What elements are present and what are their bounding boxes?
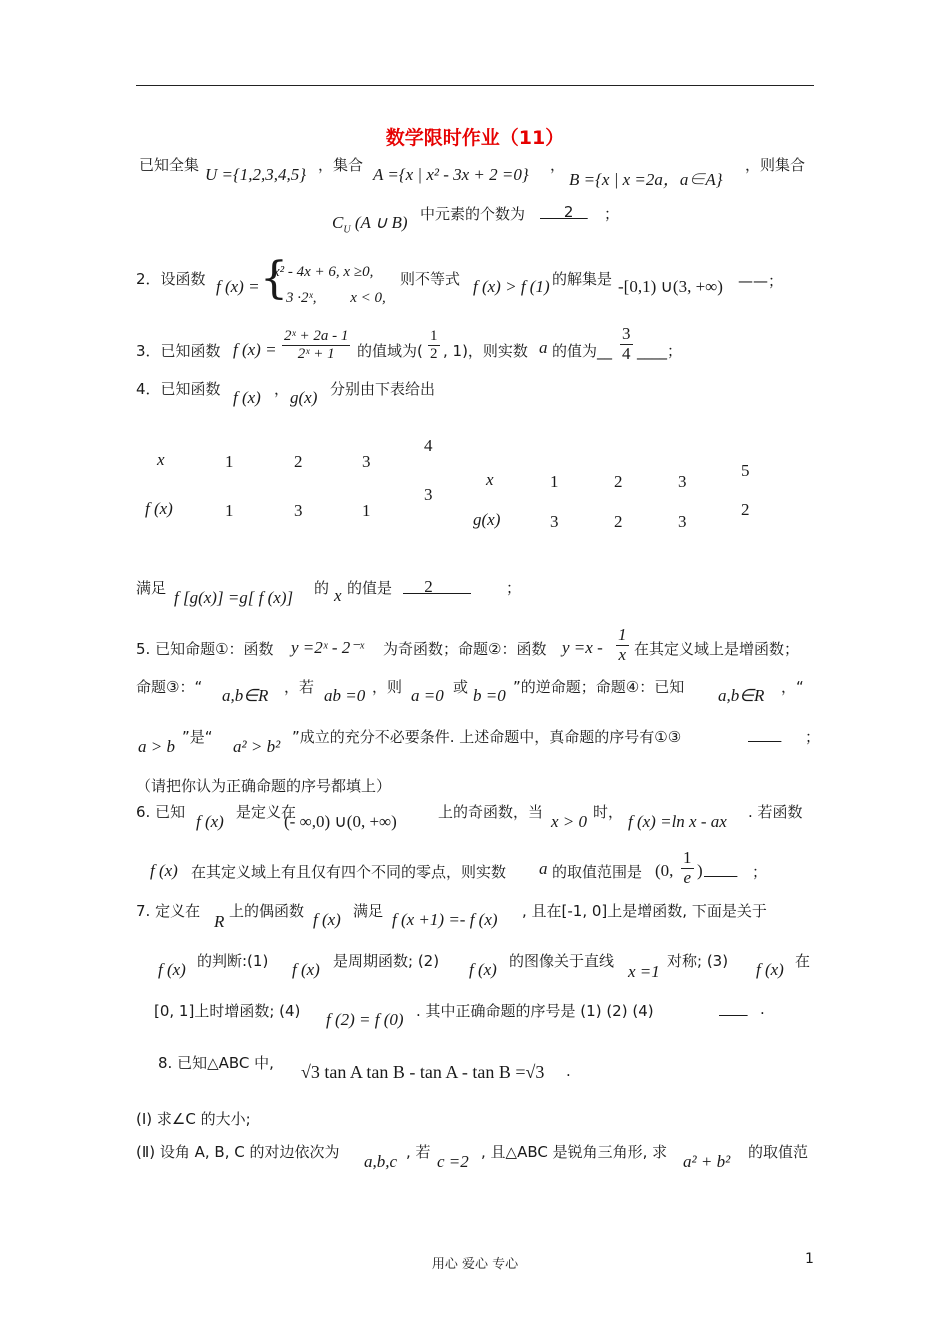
q5-line3b: ”成立的充分不必要条件. 上述命题中，真命题的序号有①③ (292, 728, 682, 746)
q7-end: . (760, 1000, 765, 1018)
q3-half: $\frac{1}{2}$ (430, 328, 438, 362)
table-g-x1: 1 (550, 472, 559, 491)
q6-domain: (- ∞,0) ∪(0, +∞) (284, 812, 397, 831)
table-f-x4: 4 (424, 436, 433, 455)
q2-middle: 则不等式 (400, 270, 461, 288)
q4-cond-post: 的值是 (347, 579, 393, 597)
q8-part2b: , 若 (406, 1143, 431, 1161)
q3-end: ____； (637, 342, 683, 360)
q1-end: ； (604, 205, 620, 223)
q4-answer: 2 (403, 577, 471, 596)
q7-f2-f0: f (2) = f (0) (326, 1010, 404, 1029)
q6-range-open: (0, (655, 861, 674, 880)
q4-post: 分别由下表给出 (330, 380, 436, 398)
q2-function: f (x) = (216, 277, 260, 296)
q5-note: （请把你认为正确命题的序号都填上） (136, 777, 392, 795)
q1-set-B: B ={x | x =2a，a∈A} (569, 170, 723, 189)
q6-condition: x > 0 (551, 812, 588, 831)
table-g-x5: 5 (741, 461, 750, 480)
q1-set-A: A ={x | x² - 3x + 2 =0} (373, 165, 529, 184)
q7-line2-f2: f (x) (292, 960, 320, 979)
q8-part2d: 的取值范 (748, 1143, 809, 1161)
q6-mid2: 上的奇函数，当 (438, 803, 544, 821)
q5-line2e: ”的逆命题；命题④：已知 (513, 678, 685, 696)
q2-case1: x² - 4x + 6, x ≥0, (273, 264, 374, 280)
table-f-x1: 1 (225, 452, 234, 471)
q5-ab-real: a,b∈R (222, 686, 269, 705)
q3-answer: $\frac{3}{4}$ (622, 324, 631, 363)
table-g-x2: 2 (614, 472, 623, 491)
q6-equation: f (x) =ln x - ax (628, 812, 727, 831)
q1-sep3: ，则集合 (745, 156, 806, 174)
q5-a2-gt-b2: a² > b² (233, 737, 281, 756)
q7-line2a: 的判断:(1) (197, 952, 269, 970)
q7-x-eq-1: x =1 (628, 962, 660, 981)
q2-end: ——； (738, 272, 784, 290)
table-f-f4: 3 (424, 485, 433, 504)
page-number: 1 (805, 1251, 814, 1267)
q8-c-eq-2: c =2 (437, 1152, 469, 1171)
q7-answer-blank (719, 1000, 759, 1018)
q7-mid: 上的偶函数 (229, 902, 305, 920)
q5-b-zero: b =0 (473, 686, 506, 705)
q7-f: f (x) (313, 910, 341, 929)
q4-cond-mid: 的 (314, 579, 330, 597)
q3-prefix: 3．已知函数 (136, 342, 221, 360)
q5-line1b: 为奇函数；命题②：函数 (383, 640, 547, 658)
table-g-g3: 3 (678, 512, 687, 531)
table-g-g5: 2 (741, 500, 750, 519)
q5-line1a: 5. 已知命题①：函数 (136, 640, 274, 658)
q4-cond-prefix: 满足 (136, 579, 167, 597)
q2-prefix: 2．设函数 (136, 270, 206, 288)
table-f-x3: 3 (362, 452, 371, 471)
page-title: 数学限时作业（11） (385, 127, 565, 149)
q5-answer-blank (748, 726, 802, 744)
q6-answer-blank (704, 861, 750, 879)
q6-line2b: 的取值范围是 (552, 863, 643, 881)
table-g-header: x (486, 470, 494, 489)
table-g-g1: 3 (550, 512, 559, 531)
q8-end: . (566, 1062, 571, 1080)
q6-prefix: 6. 已知 (136, 803, 186, 821)
table-f-f3: 1 (362, 501, 371, 520)
q6-mid3: 时， (593, 803, 624, 821)
q6-range-fraction: $\frac{1}{e}$ (683, 848, 692, 887)
q8-part1: (I) 求∠C 的大小; (136, 1110, 251, 1128)
q1-universal-set: U ={1,2,3,4,5} (205, 165, 307, 184)
q5-a-gt-b: a > b (138, 737, 175, 756)
q1-sep1: ，集合 (318, 156, 364, 174)
q6-range-close: ) (697, 861, 703, 880)
q7-post: , 且在[-1, 0]上是增函数, 下面是关于 (522, 902, 767, 920)
q3-middle2: , 1)，则实数 (443, 342, 528, 360)
q4-condition: f [g(x)] =g[ f (x)] (174, 588, 294, 607)
q4-comma: ， (274, 380, 290, 398)
q1-complement: $C_U$ (A ∪ B) (332, 213, 408, 236)
q6-line2-f: f (x) (150, 861, 178, 880)
q5-ab-real-2: a,b∈R (718, 686, 765, 705)
table-f-x2: 2 (294, 452, 303, 471)
q6-a: a (539, 859, 548, 878)
q5-y1: y =2ˣ - 2⁻ˣ (291, 638, 364, 657)
q6-end: ； (752, 863, 768, 881)
q2-post: 的解集是 (552, 270, 613, 288)
q5-end: ； (805, 728, 821, 746)
q7-prefix: 7. 定义在 (136, 902, 201, 920)
q4-f: f (x) (233, 388, 261, 407)
q7-line3a: [0, 1]上时增函数; (4) (154, 1002, 301, 1020)
q4-g: g(x) (290, 388, 318, 407)
q2-answer: -[0,1) ∪(3, +∞) (618, 277, 723, 296)
q7-mid2: 满足 (353, 902, 384, 920)
q3-fraction: $\frac{\text{2ˣ + 2a - 1}}{\text{2ˣ + 1}}$ (284, 328, 349, 362)
q7-equation: f (x +1) =- f (x) (392, 910, 498, 929)
q8-prefix: 8. 已知△ABC 中, (158, 1054, 274, 1072)
q6-mid: 是定义在 (236, 803, 297, 821)
table-g-row: g(x) (473, 510, 501, 529)
q7-line2-f1: f (x) (158, 960, 186, 979)
table-g-x3: 3 (678, 472, 687, 491)
header-rule (136, 85, 814, 86)
q7-line3b: . 其中正确命题的序号是 (1) (2) (4) (416, 1002, 654, 1020)
q1-sep2: ， (550, 156, 566, 174)
q3-middle3: 的值为__ (552, 342, 613, 360)
table-f-f1: 1 (225, 501, 234, 520)
q5-a-zero: a =0 (411, 686, 444, 705)
q5-line2f: ，“ (781, 678, 804, 696)
q1-prefix: 已知全集 (139, 156, 200, 174)
footer-slogan: 用心 爱心 专心 (431, 1257, 519, 1272)
q6-post: . 若函数 (748, 803, 803, 821)
q5-line2b: ，若 (284, 678, 315, 696)
q4-prefix: 4．已知函数 (136, 380, 221, 398)
q7-line2c: 的图像关于直线 (509, 952, 615, 970)
q6-f: f (x) (196, 812, 224, 831)
q6-line2a: 在其定义域上有且仅有四个不同的零点，则实数 (191, 863, 507, 881)
q8-sum-squares: a² + b² (683, 1152, 731, 1171)
table-f-header: x (157, 450, 165, 469)
q7-line2-f4: f (x) (756, 960, 784, 979)
q2-inequality: f (x) > f (1) (473, 277, 550, 296)
q7-line2-f3: f (x) (469, 960, 497, 979)
q2-case2: 3 ·2ˣ, x < 0, (286, 290, 386, 306)
table-g-g2: 2 (614, 512, 623, 531)
q5-line2a: 命题③：“ (136, 678, 203, 696)
q5-fraction: $\frac{1}{x}$ (618, 625, 627, 664)
q4-end: ； (506, 579, 522, 597)
q7-line2e: 在 (795, 952, 811, 970)
q3-function: f (x) = (233, 340, 277, 359)
q8-abc: a,b,c (364, 1152, 398, 1171)
q1-middle: 中元素的个数为 (420, 205, 526, 223)
q3-middle: 的值域为( (357, 342, 423, 360)
q5-line3a: ”是“ (182, 728, 213, 746)
q8-part2a: (Ⅱ) 设角 A, B, C 的对边依次为 (136, 1143, 340, 1161)
q8-part2c: , 且△ABC 是锐角三角形, 求 (481, 1143, 668, 1161)
q3-variable-a: a (539, 338, 548, 357)
q7-R: R (214, 912, 225, 931)
table-f-f2: 3 (294, 501, 303, 520)
q5-ab-zero: ab =0 (324, 686, 366, 705)
q7-line2b: 是周期函数; (2) (333, 952, 440, 970)
table-f-row: f (x) (145, 499, 173, 518)
q5-line2c: ，则 (372, 678, 403, 696)
q4-x: x (334, 586, 342, 605)
q5-line1c: 在其定义域上是增函数； (634, 640, 800, 658)
q1-answer: 2 (540, 203, 588, 221)
q7-line2d: 对称; (3) (667, 952, 729, 970)
q5-y2: y =x - (562, 638, 603, 657)
q5-line2d: 或 (453, 678, 469, 696)
q2-brace: { (260, 253, 288, 304)
q8-equation: √3 tan A tan B - tan A - tan B =√3 (301, 1062, 545, 1082)
